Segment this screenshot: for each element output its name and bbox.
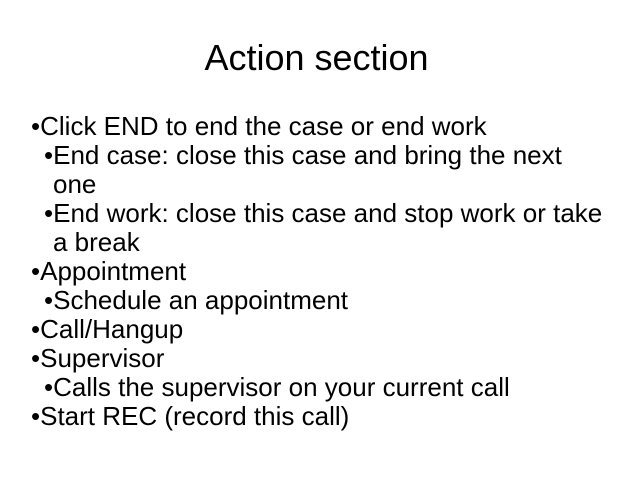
bullet-icon: • bbox=[31, 343, 41, 373]
continuation-line-one bbox=[31, 170, 640, 199]
bullet-icon: • bbox=[31, 401, 41, 431]
bullet-line-calls-supervisor bbox=[31, 373, 640, 402]
bullet-line-end-case bbox=[31, 141, 640, 170]
bullet-line-supervisor bbox=[31, 344, 640, 373]
bullet-line-appointment bbox=[31, 257, 640, 286]
bullet-icon: • bbox=[31, 111, 41, 141]
bullet-line-call-hangup bbox=[31, 315, 640, 344]
bullet-text: Schedule an appointment bbox=[53, 285, 348, 315]
bullet-text: Supervisor bbox=[40, 343, 165, 373]
bullet-text: Calls the supervisor on your current call bbox=[53, 372, 510, 402]
bullet-text: one bbox=[53, 169, 97, 199]
bullet-icon: • bbox=[44, 140, 54, 170]
bullet-text: a break bbox=[53, 227, 140, 257]
bullet-line-click-end bbox=[31, 112, 640, 141]
continuation-line-a-break bbox=[31, 228, 640, 257]
bullet-list bbox=[31, 112, 640, 431]
bullet-line-end-work bbox=[31, 199, 640, 228]
bullet-text: Appointment bbox=[40, 256, 187, 286]
bullet-text: Call/Hangup bbox=[40, 314, 184, 344]
bullet-icon: • bbox=[44, 372, 54, 402]
bullet-icon: • bbox=[44, 198, 54, 228]
bullet-text: Click END to end the case or end work bbox=[40, 111, 487, 141]
bullet-line-start-rec bbox=[31, 402, 640, 431]
bullet-icon: • bbox=[31, 314, 41, 344]
slide-title: Action section bbox=[204, 37, 429, 78]
bullet-text: End case: close this case and bring the next bbox=[53, 140, 562, 170]
bullet-text: Start REC (record this call) bbox=[40, 401, 350, 431]
bullet-line-schedule-appointment bbox=[31, 286, 640, 315]
bullet-text: End work: close this case and stop work or take bbox=[53, 198, 603, 228]
bullet-icon: • bbox=[44, 285, 54, 315]
bullet-icon: • bbox=[31, 256, 41, 286]
